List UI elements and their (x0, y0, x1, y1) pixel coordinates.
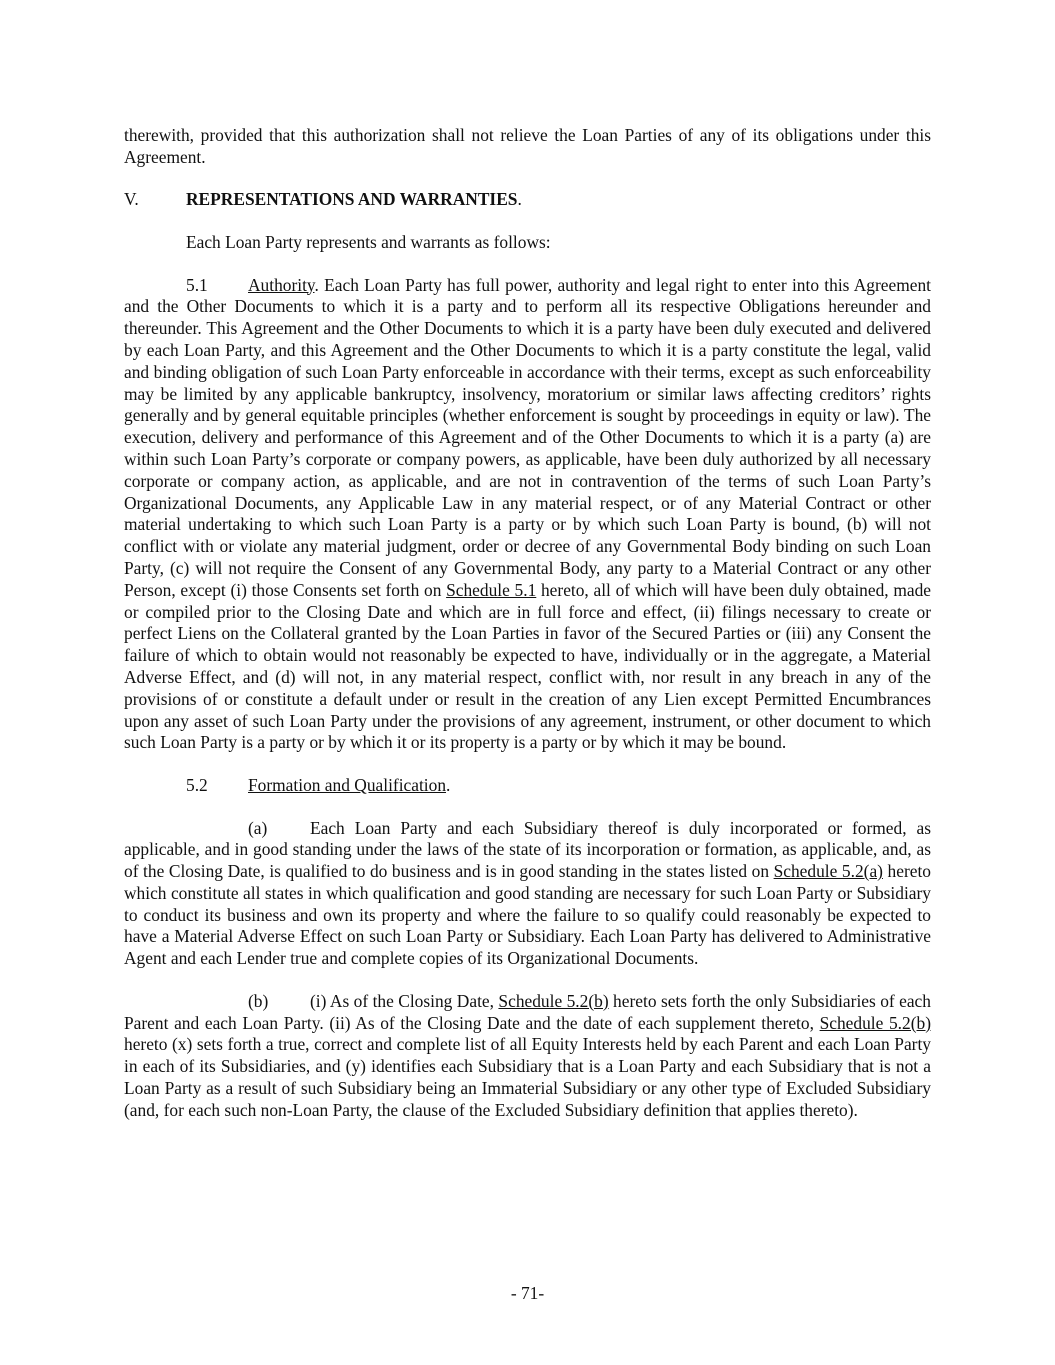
section-5-1-text-part-1: Each Loan Party has full power, authority and legal right to enter into this Agreement and the Other Documents to which it is a party and to perform all its respective Obligations hereunder and thereunder. This Agreement and the Other Documents to which it is a party have been duly executed and delivered by each Loan Party, and this Agreement and the Other Documents to which it is a party constitute the legal, valid and binding obligation of such Loan Party enforceable in accordance with their terms, except as such enforceability may be limited by any applicable bankruptcy, insolvency, moratorium or similar laws affecting creditors’ rights generally and by general equitable principles (whether enforcement is sought by proceedings in equity or law). The execution, delivery and performance of this Agreement and of the Other Documents to which it is a party (a) are within such Loan Party’s corporate or company powers, as applicable, have been duly authorized by all necessary corporate or company action, as applicable, and are not in contravention of the terms of such Loan Party’s Organizational Documents, any Applicable Law in any material respect, or of any Material Contract or other material undertaking to which such Loan Party is a party or by which such Loan Party is bound, (b) will not conflict with or violate any material judgment, order or decree of any Governmental Body binding on such Loan Party, (c) will not require the Consent of any Governmental Body, any party to a Material Contract or any other Person, except (i) those Consents set forth on (124, 274, 931, 600)
section-5-2-b-text-part-3: hereto (x) sets forth a true, correct and complete list of all Equity Interests held by each Parent and each Loan Party in each of its Subsidiaries, and (y) identifies each Subsidiary that is a Loan Party and each Subsidiary that is not a Loan Party as a result of such Subsidiary being an Immaterial Subsidiary or any other type of Excluded Subsidiary (and, for each such non-Loan Party, the clause of the Excluded Subsidiary definition that applies thereto). (124, 1034, 931, 1120)
schedule-5-2-b-reference-2: Schedule 5.2(b) (819, 1012, 931, 1033)
section-5-1-paragraph (124, 275, 931, 755)
section-5-1-heading-suffix: . (314, 274, 319, 295)
continuation-paragraph: therewith, provided that this authorization shall not relieve the Loan Parties of any of its obligations under this Agreement. (124, 125, 931, 167)
section-5-2-heading-paragraph (124, 775, 931, 797)
article-title-suffix: . (517, 189, 522, 210)
section-5-1-number: 5.1 (186, 274, 208, 295)
article-title: REPRESENTATIONS AND WARRANTIES (186, 189, 518, 210)
article-number: V. (124, 189, 139, 210)
section-5-2-number: 5.2 (186, 774, 208, 795)
section-5-2-b-label: (b) (248, 990, 269, 1011)
schedule-5-2-a-reference: Schedule 5.2(a) (773, 861, 883, 882)
section-5-1-text-part-2: hereto, all of which will have been duly obtained, made or compiled prior to the Closing Date and which are in full force and effect, (ii) filings necessary to create or perfect Liens on the Collateral granted by the Loan Parties in favor of the Secured Parties or (iii) any Consent the failure of which to obtain would not reasonably be expected to have, individually or in the aggregate, a Material Adverse Effect, and (d) will not, in any material respect, conflict with, nor result in any breach in any of the provisions of or constitute a default under or result in the creation of any Lien except Permitted Encumbrances upon any asset of such Loan Party under the provisions of any agreement, instrument, or other document to which such Loan Party is a party or by which it or its property is a party or by which it may be bound. (124, 579, 931, 753)
schedule-5-1-reference: Schedule 5.1 (446, 579, 537, 600)
page-number: - 71- (510, 1283, 545, 1303)
section-5-2-heading-suffix: . (446, 774, 451, 795)
section-5-2-a-text-part-1: Each Loan Party and each Subsidiary thereof is duly incorporated or formed, as applicable, and in good standing under the laws of the state of its incorporation or formation, as applicable, and, as of the Closing Date, is qualified to do business and is in good standing in the states listed on (124, 817, 931, 882)
section-5-2-heading: Formation and Qualification (248, 774, 447, 795)
article-heading (124, 189, 931, 211)
document-page (124, 125, 931, 1142)
section-5-2-b-paragraph (124, 991, 931, 1122)
section-5-2-b-text-part-2: hereto sets forth the only Subsidiaries of each Parent and each Loan Party. (ii) As of the Closing Date and the date of each supplement thereto, (124, 990, 931, 1033)
section-5-2-a-text-part-2: hereto which constitute all states in which qualification and good standing are necessary for such Loan Party or Subsidiary to conduct its business and own its property and where the failure to so qualify could reasonably be expected to have a Material Adverse Effect on such Loan Party or Subsidiary. Each Loan Party has delivered to Administrative Agent and each Lender true and complete copies of its Organizational Documents. (124, 861, 931, 969)
section-5-2-a-paragraph (124, 818, 931, 971)
section-5-1-heading: Authority (248, 274, 315, 295)
schedule-5-2-b-reference-1: Schedule 5.2(b) (498, 990, 609, 1011)
section-5-2-b-text-part-1: (i) As of the Closing Date, (310, 990, 499, 1011)
article-lead-paragraph: Each Loan Party represents and warrants as follows: (186, 231, 551, 252)
section-5-2-a-label: (a) (248, 817, 268, 838)
